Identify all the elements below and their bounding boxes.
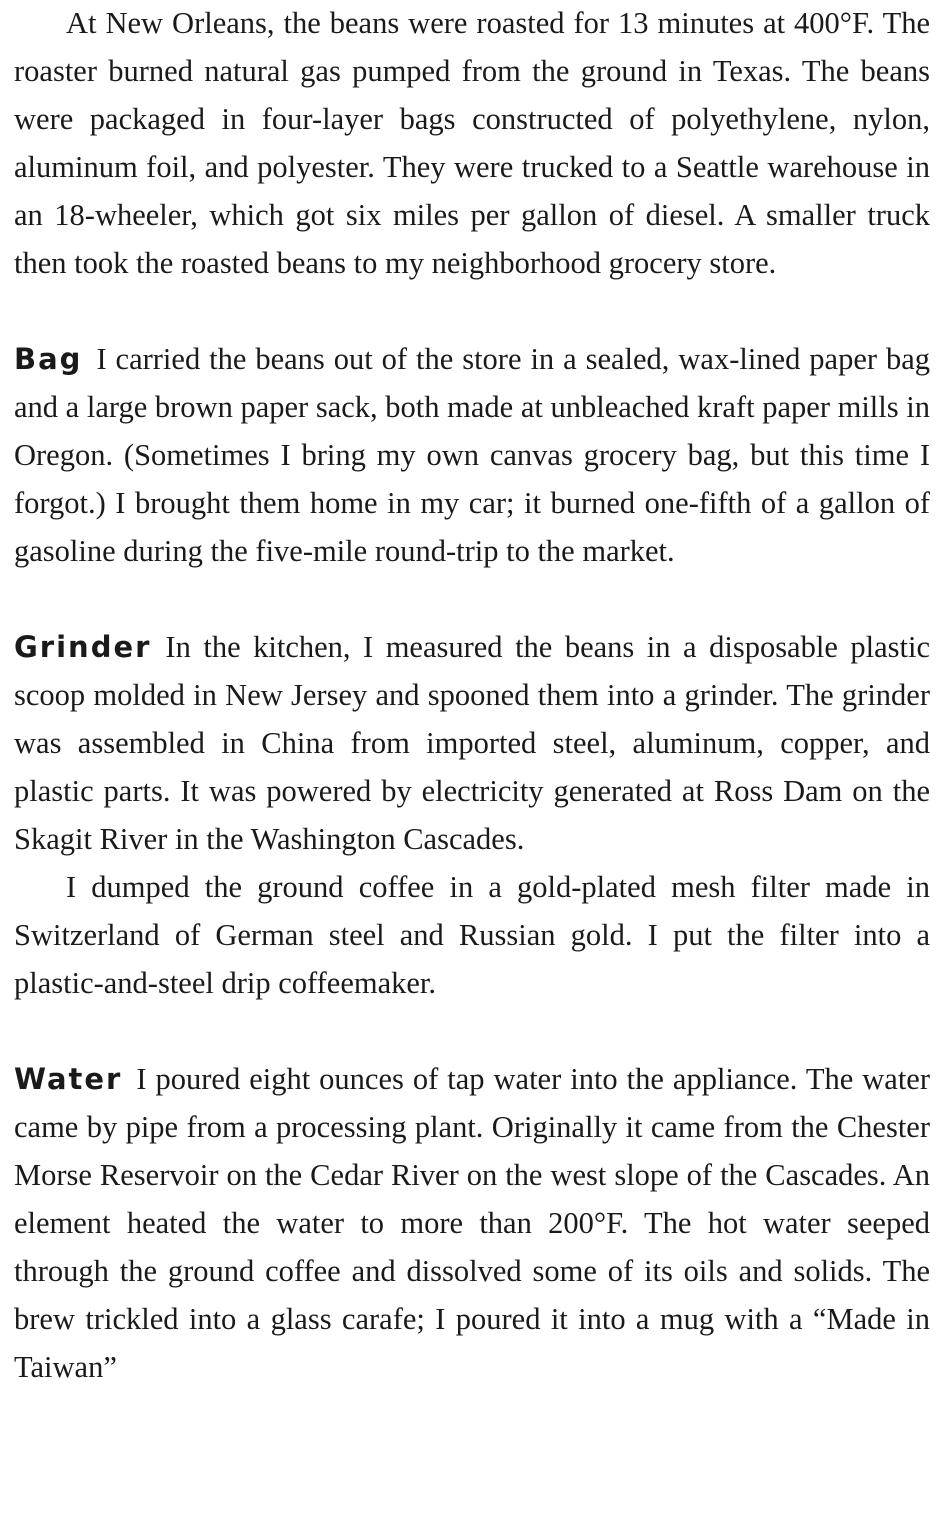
paragraph-filter [14, 863, 930, 1007]
paragraph-text: I carried the beans out of the store in a sealed, wax-lined paper bag and a large brown paper sack, both made at unbleached kraft paper mills in Oregon. (Sometimes I bring my own canvas grocery bag, but this time I forgot.) I brought them home in my car; it burned one-fifth of a gallon of gasoline during the five-mile round-trip to the market. [14, 342, 930, 568]
paragraph-roasting [14, 0, 930, 287]
section-heading-water: Water [14, 1062, 123, 1096]
section-bag [14, 335, 930, 575]
section-heading-grinder: Grinder [14, 630, 152, 664]
paragraph-text: At New Orleans, the beans were roasted for 13 minutes at 400°F. The roaster burned natural gas pumped from the ground in Texas. The beans were packaged in four-layer bags constructed of polyethylene, nylon, aluminum foil, and polyester. They were trucked to a Seattle warehouse in an 18-wheeler, which got six miles per gallon of diesel. A smaller truck then took the roasted beans to my neighborhood grocery store. [14, 6, 930, 280]
section-heading-bag: Bag [14, 342, 83, 376]
section-grinder [14, 623, 930, 863]
section-water [14, 1055, 930, 1391]
paragraph-text: I dumped the ground coffee in a gold-plated mesh filter made in Switzerland of German steel and Russian gold. I put the filter into a plastic-and-steel drip coffeemaker. [14, 870, 930, 1000]
document-page [14, 0, 930, 1391]
paragraph-text: In the kitchen, I measured the beans in a disposable plastic scoop molded in New Jersey and spooned them into a grinder. The grinder was assembled in China from imported steel, aluminum, copper, and plastic parts. It was powered by electricity generated at Ross Dam on the Skagit River in the Washington Cascades. [14, 630, 930, 856]
paragraph-text: I poured eight ounces of tap water into the appliance. The water came by pipe from a processing plant. Originally it came from the Chester Morse Reservoir on the Cedar River on the west slope of the Cascades. An element heated the water to more than 200°F. The hot water seeped through the ground coffee and dissolved some of its oils and solids. The brew trickled into a glass carafe; I poured it into a mug with a “Made in Taiwan” [14, 1062, 930, 1384]
